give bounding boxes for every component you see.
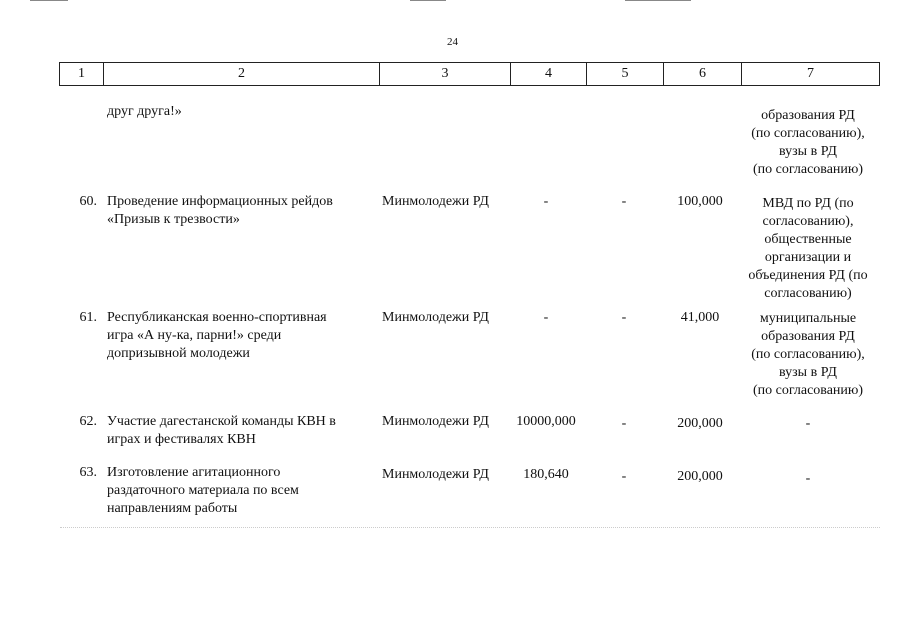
row-description: Проведение информационных рейдов «Призыв к трезвости» [107,194,333,227]
column-header-3: 3 [380,63,511,86]
row-description: Участие дагестанской команды КВН в играх и фестивалях КВН [107,414,336,447]
row-col4-value: 180,640 [523,467,569,482]
row-col6-value: 200,000 [677,416,723,431]
column-header-4: 4 [511,63,587,86]
scan-edge-line [30,0,68,1]
row-col5-value: - [621,469,627,484]
page-number: 24 [447,36,458,48]
row-executor: Минмолодежи РД [382,467,489,482]
row-col5-value: - [621,416,627,431]
row-executor: Минмолодежи РД [382,414,489,429]
column-header-1: 1 [60,63,104,86]
column-header-6: 6 [664,63,742,86]
row-executor: Минмолодежи РД [382,310,489,325]
row-col4-value: 10000,000 [516,414,576,429]
row-col4-value: - [543,310,549,325]
row-participants: МВД по РД (по согласованию), общественные организации и объединения РД (по согласованию) [748,196,868,301]
column-header-row [60,63,880,86]
column-header-2: 2 [104,63,380,86]
row-col5-value: - [621,194,627,209]
continuation-participants: образования РД (по согласованию), вузы в РД (по согласованию) [751,108,865,177]
row-description: Республиканская военно-спортивная игра «А ну-ка, парни!» среди допризывной молодежи [107,310,327,361]
continuation-description: друг друга!» [107,104,182,119]
row-participants: муниципальные образования РД (по согласованию), вузы в РД (по согласованию) [751,311,865,398]
row-col6-value: 100,000 [677,194,723,209]
row-number: 60. [79,194,97,209]
row-number: 62. [79,414,97,429]
row-col4-value: - [543,194,549,209]
row-participants: - [805,416,811,431]
scan-edge-line [410,0,446,1]
column-header-7: 7 [742,63,880,86]
column-header-5: 5 [587,63,664,86]
row-executor: Минмолодежи РД [382,194,489,209]
row-col5-value: - [621,310,627,325]
column-header-table [59,62,880,86]
row-col6-value: 41,000 [680,310,720,325]
row-number: 61. [79,310,97,325]
row-col6-value: 200,000 [677,469,723,484]
row-participants: - [805,471,811,486]
row-number: 63. [79,465,97,480]
scan-edge-line [625,0,691,1]
row-description: Изготовление агитационного раздаточного материала по всем направлениям работы [107,465,299,516]
scan-artifact-dots [60,527,880,528]
